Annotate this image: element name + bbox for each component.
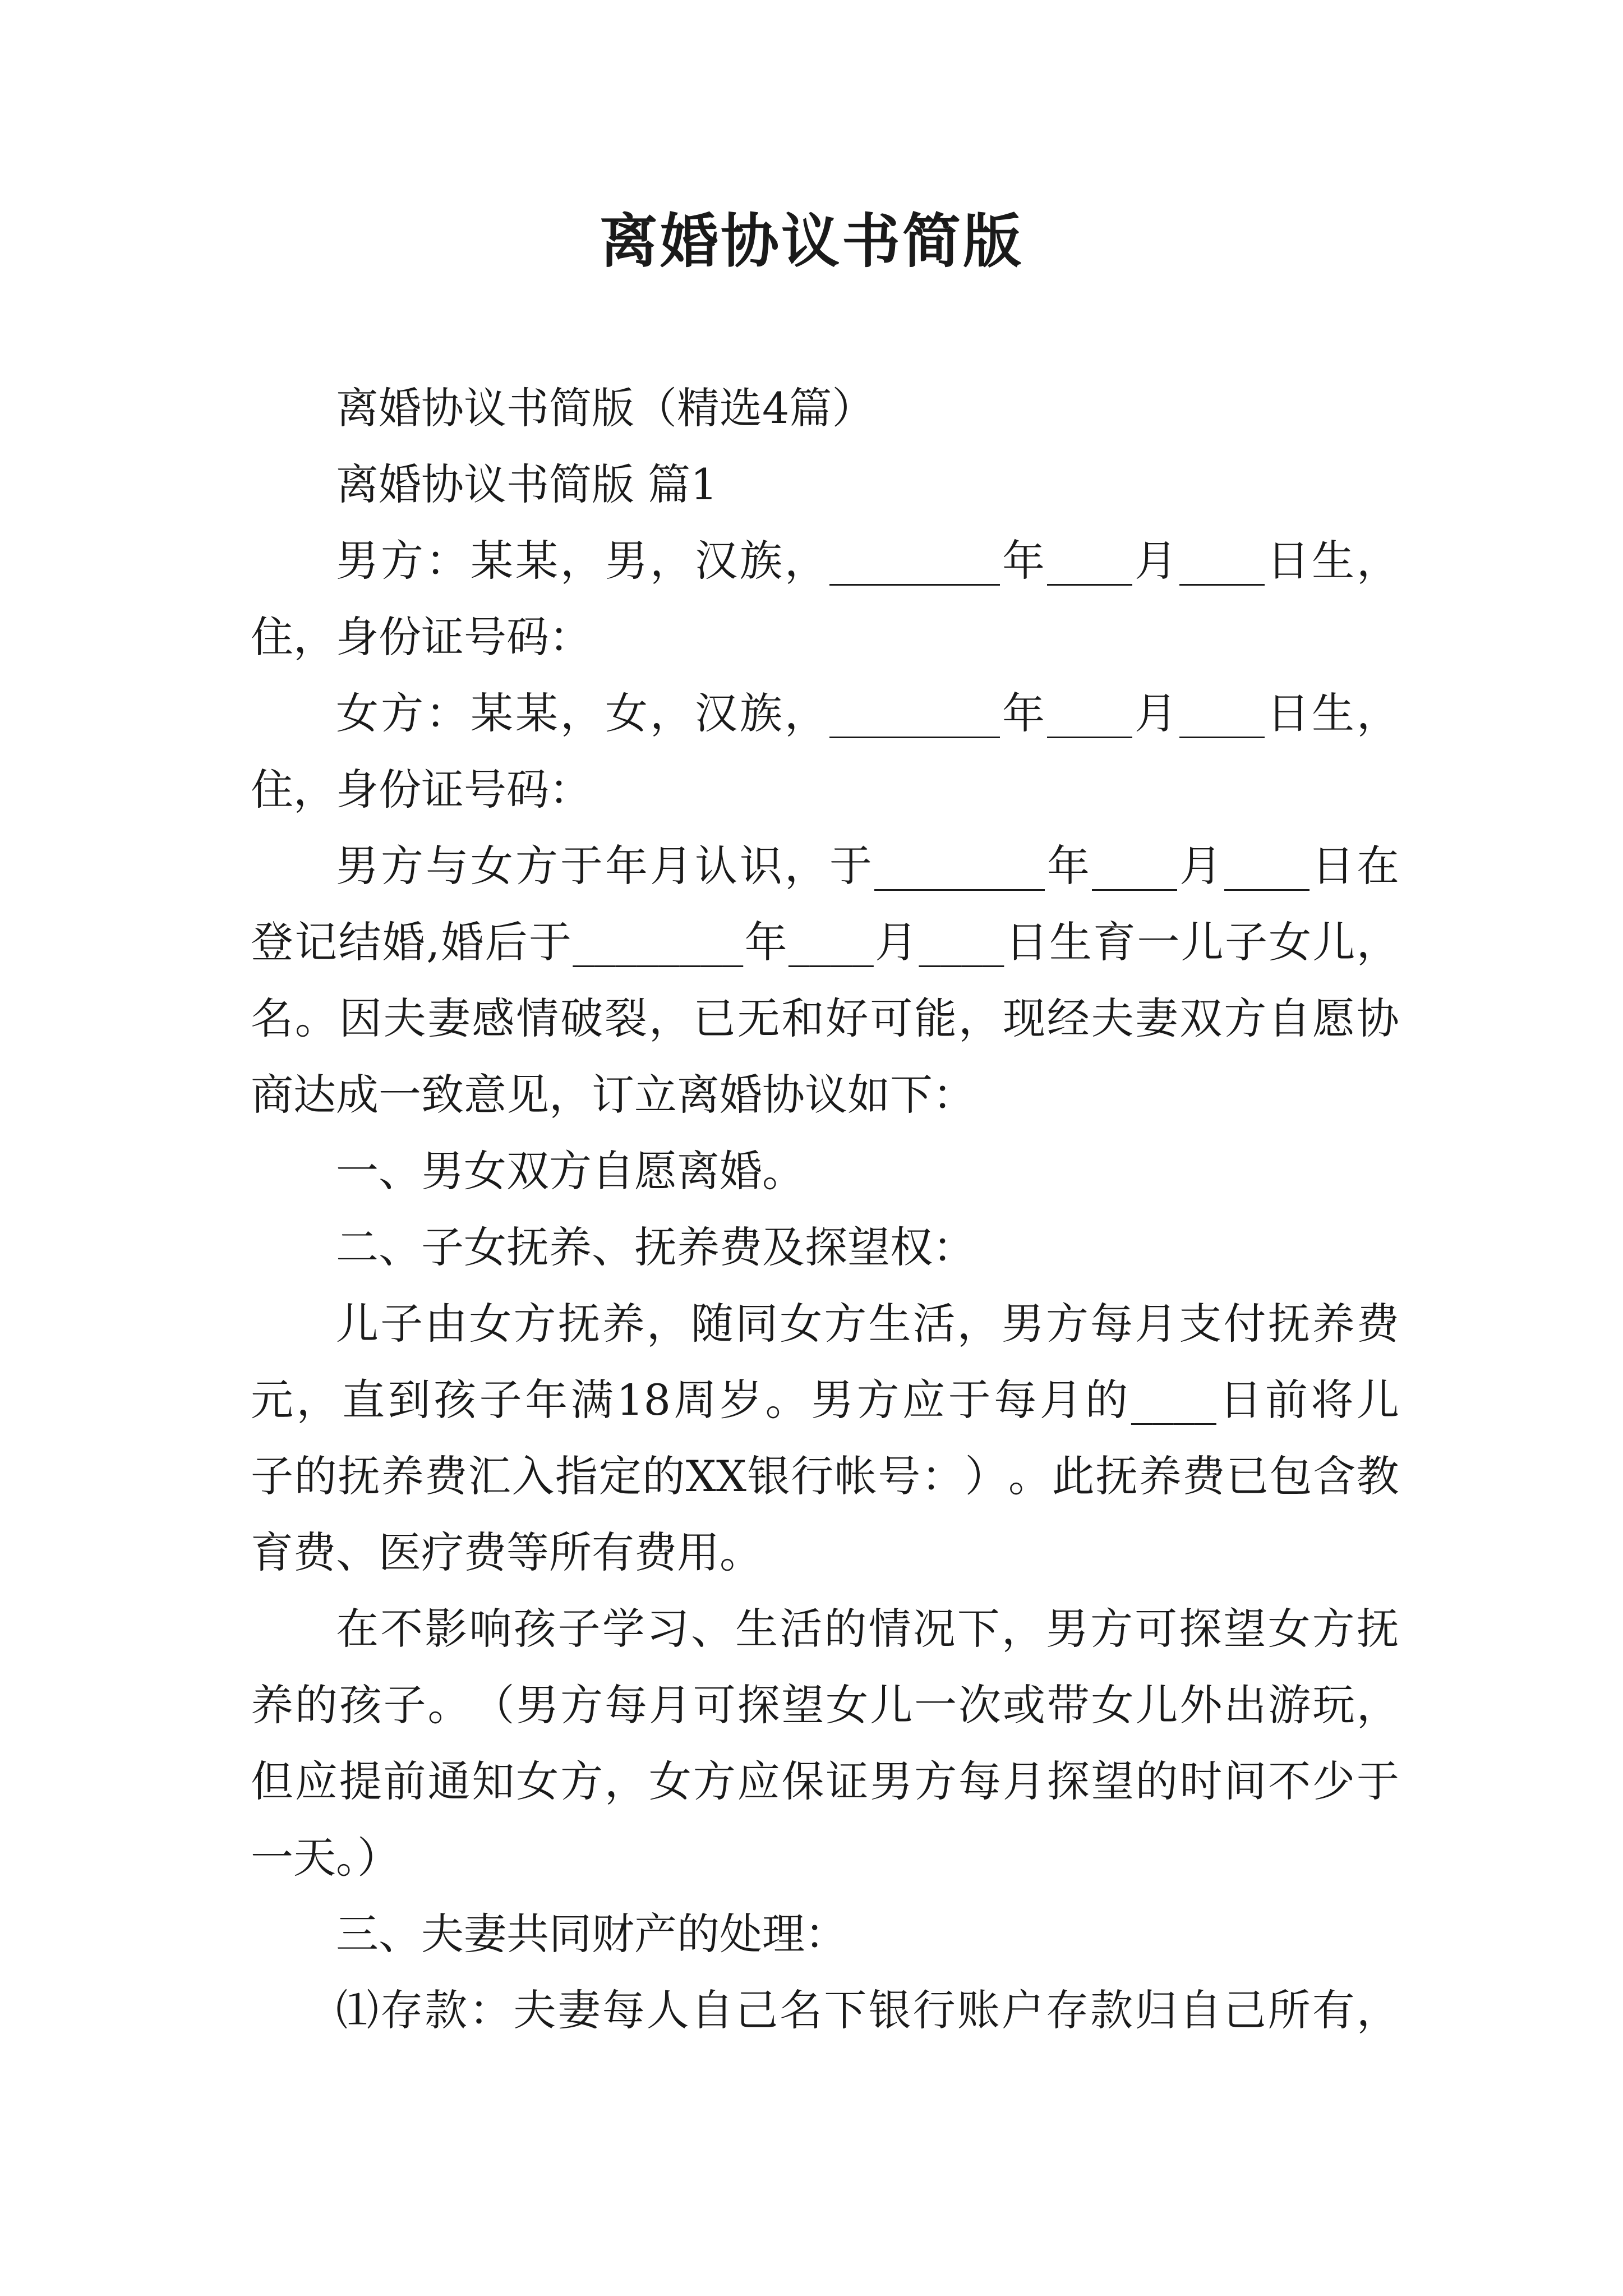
paragraph-line: 登 记 结 婚 , 婚 后 于 ________ 年 ____ 月 ____ 日 生 育 一 儿 子 女 儿 ， bbox=[251, 917, 1399, 967]
document-title: 离婚协议书简版 bbox=[599, 206, 1023, 275]
paragraph-line: ⑴ 存 款 ： 夫 妻 每 人 自 己 名 下 银 行 账 户 存 款 归 自 己 所 有 ， bbox=[336, 1985, 1399, 2035]
paragraph-line: 育费、医疗费等所有费用。 bbox=[251, 1527, 762, 1577]
paragraph-line: 女 方 ： 某 某 ， 女 ， 汉 族 ， ________ 年 ____ 月 ____ 日 生 ， bbox=[336, 688, 1399, 738]
paragraph-line: 元 ， 直 到 孩 子 年 满 18 周 岁 。 男 方 应 于 每 月 的 ____ 日 前 将 儿 bbox=[251, 1375, 1399, 1425]
paragraph-line: 住，身份证号码： bbox=[251, 612, 592, 662]
paragraph-line: 住，身份证号码： bbox=[251, 765, 592, 815]
paragraph-line: 一、男女双方自愿离婚。 bbox=[336, 1146, 805, 1196]
paragraph-line: 名 。 因 夫 妻 感 情 破 裂 ， 已 无 和 好 可 能 ， 现 经 夫 妻 双 方 自 愿 协 bbox=[251, 993, 1399, 1043]
paragraph-line: 子 的 抚 养 费 汇 入 指 定 的 XX 银 行 帐 号 ： ） 。 此 抚 养 费 已 包 含 教 bbox=[251, 1451, 1399, 1501]
paragraph-line: 离婚协议书简版（精选4篇） bbox=[336, 383, 875, 433]
paragraph-line: 商达成一致意见，订立离婚协议如下： bbox=[251, 1070, 975, 1120]
paragraph-line: 离婚协议书简版 篇1 bbox=[336, 459, 718, 509]
paragraph-line: 但 应 提 前 通 知 女 方 ， 女 方 应 保 证 男 方 每 月 探 望 的 时 间 不 少 于 bbox=[251, 1756, 1399, 1806]
paragraph-line: 二、子女抚养、抚养费及探望权： bbox=[336, 1222, 975, 1272]
paragraph-line: 儿 子 由 女 方 抚 养 ， 随 同 女 方 生 活 ， 男 方 每 月 支 付 抚 养 费 bbox=[336, 1299, 1399, 1349]
paragraph-line: 男 方 ： 某 某 ， 男 ， 汉 族 ， ________ 年 ____ 月 ____ 日 生 ， bbox=[336, 536, 1399, 586]
paragraph-line: 男 方 与 女 方 于 年 月 认 识 ， 于 ________ 年 ____ 月 ____ 日 在 bbox=[336, 841, 1399, 891]
paragraph-line: 一天。） bbox=[251, 1833, 400, 1883]
document-body bbox=[251, 370, 1399, 2049]
paragraph-line: 三、夫妻共同财产的处理： bbox=[336, 1909, 847, 1959]
paragraph-line: 养 的 孩 子 。 （ 男 方 每 月 可 探 望 女 儿 一 次 或 带 女 儿 外 出 游 玩 ， bbox=[251, 1680, 1399, 1730]
paragraph-line: 在 不 影 响 孩 子 学 习 、 生 活 的 情 况 下 ， 男 方 可 探 望 女 方 抚 bbox=[336, 1604, 1399, 1654]
